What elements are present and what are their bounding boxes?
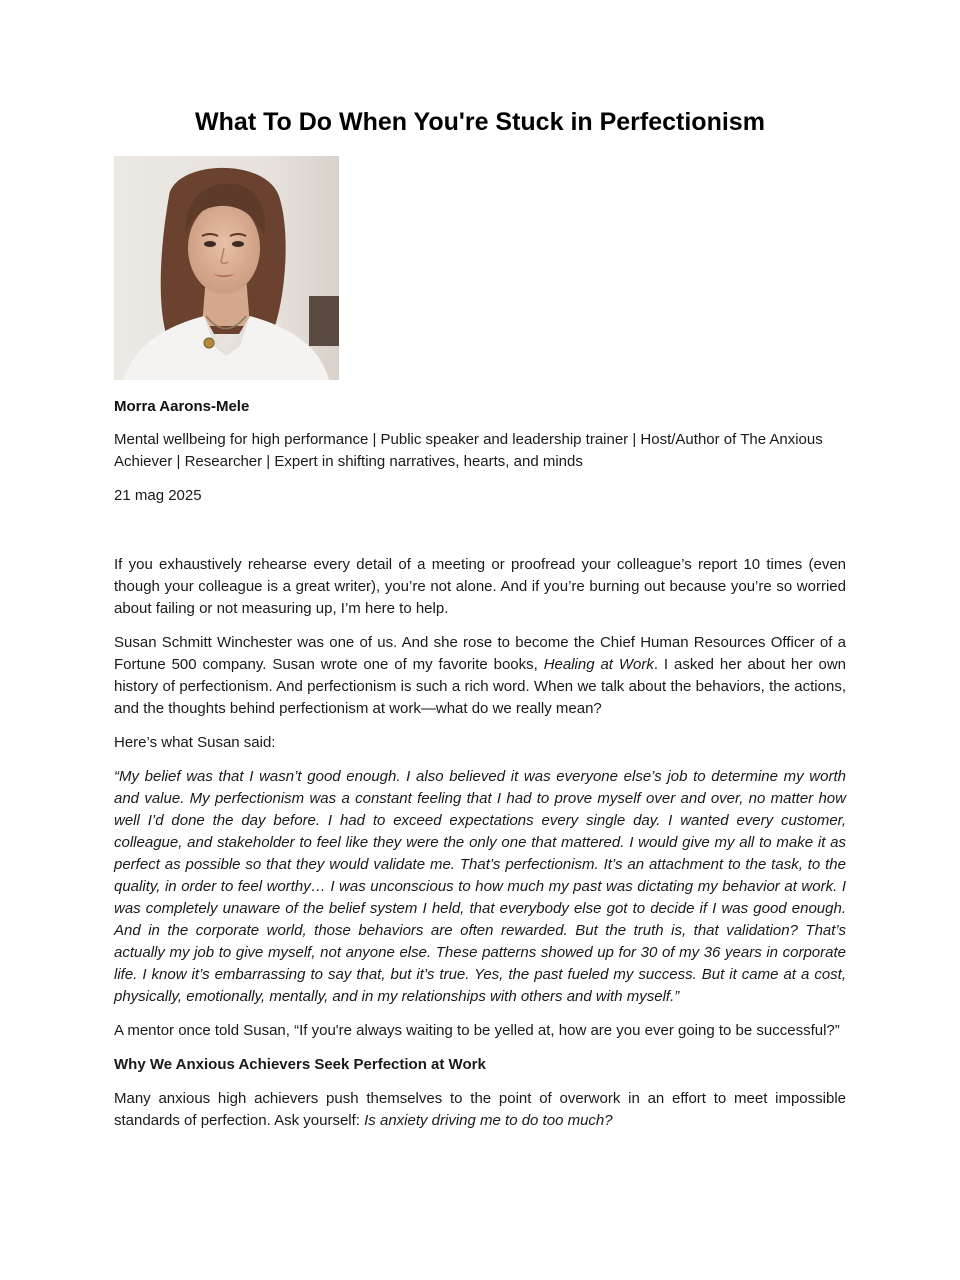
publish-date: 21 mag 2025 — [114, 487, 202, 504]
section-heading: Why We Anxious Achievers Seek Perfection at Work — [114, 1056, 486, 1073]
paragraph — [114, 1088, 846, 1132]
author-photo — [114, 156, 339, 380]
block-quote: “My belief was that I wasn’t good enough. I also believed it was everyone else’s job to determine my worth and value. My perfectionism was a constant feeling that I had to prove myself over and over, no matter how well I’d done the day before. I had to exceed expectations every single day. I wanted every customer, colleague, and stakeholder to feel like they were the only one that mattered. I would give my all to make it as perfect as possible so that they would validate me. That’s perfectionism. It’s an attachment to the task, to the quality, in order to feel worthy… I was unconscious to how much my past was dictating my behavior at work. I was completely unaware of the belief system I held, that everybody else got to decide if I was good enough. And in the corporate world, those behaviors are often rewarded. But the truth is, that validation? That’s actually my job to give myself, not anyone else. These patterns showed up for 30 of my 36 years in corporate life. I know it’s embarrassing to say that, but it’s true. Yes, the past fueled my success. But it came at a cost, physically, emotionally, mentally, and in my relationships with others and with myself.” — [114, 768, 846, 1005]
paragraph-text: Susan Schmitt Winchester was one of us. And she rose to become the Chief Human Resources Officer of a Fortune 500 company. Susan wrote one of my favorite books, — [114, 634, 846, 673]
author-portrait-icon — [114, 156, 339, 380]
book-title: Healing at Work — [543, 656, 654, 673]
paragraph: A mentor once told Susan, “If you're always waiting to be yelled at, how are you ever going to be successful?” — [114, 1022, 840, 1039]
paragraph: Here’s what Susan said: — [114, 734, 276, 751]
paragraph — [114, 632, 846, 720]
question-text: Is anxiety driving me to do too much? — [364, 1112, 613, 1129]
author-headline: Mental wellbeing for high performance | Public speaker and leadership trainer | Host/Author of The Anxious Achiever | Researcher | Expert in shifting narratives, hearts, and minds — [114, 431, 823, 470]
article-body — [114, 554, 846, 1144]
author-name: Morra Aarons-Mele — [114, 398, 250, 415]
paragraph-text: Many anxious high achievers push themselves to the point of overwork in an effort to meet impossible standards of perfection. Ask yourself: — [114, 1090, 846, 1129]
article-title: What To Do When You're Stuck in Perfectionism — [195, 108, 765, 136]
paragraph-text: . I asked her about her own history of perfectionism. And perfectionism is such a rich word. When we talk about the behaviors, the actions, and the thoughts behind perfectionism at work—what do we really mean? — [114, 656, 846, 717]
paragraph: If you exhaustively rehearse every detail of a meeting or proofread your colleague’s report 10 times (even though your colleague is a great writer), you’re not alone. And if you’re burning out because you’re so worried about failing or not measuring up, I’m here to help. — [114, 556, 846, 617]
